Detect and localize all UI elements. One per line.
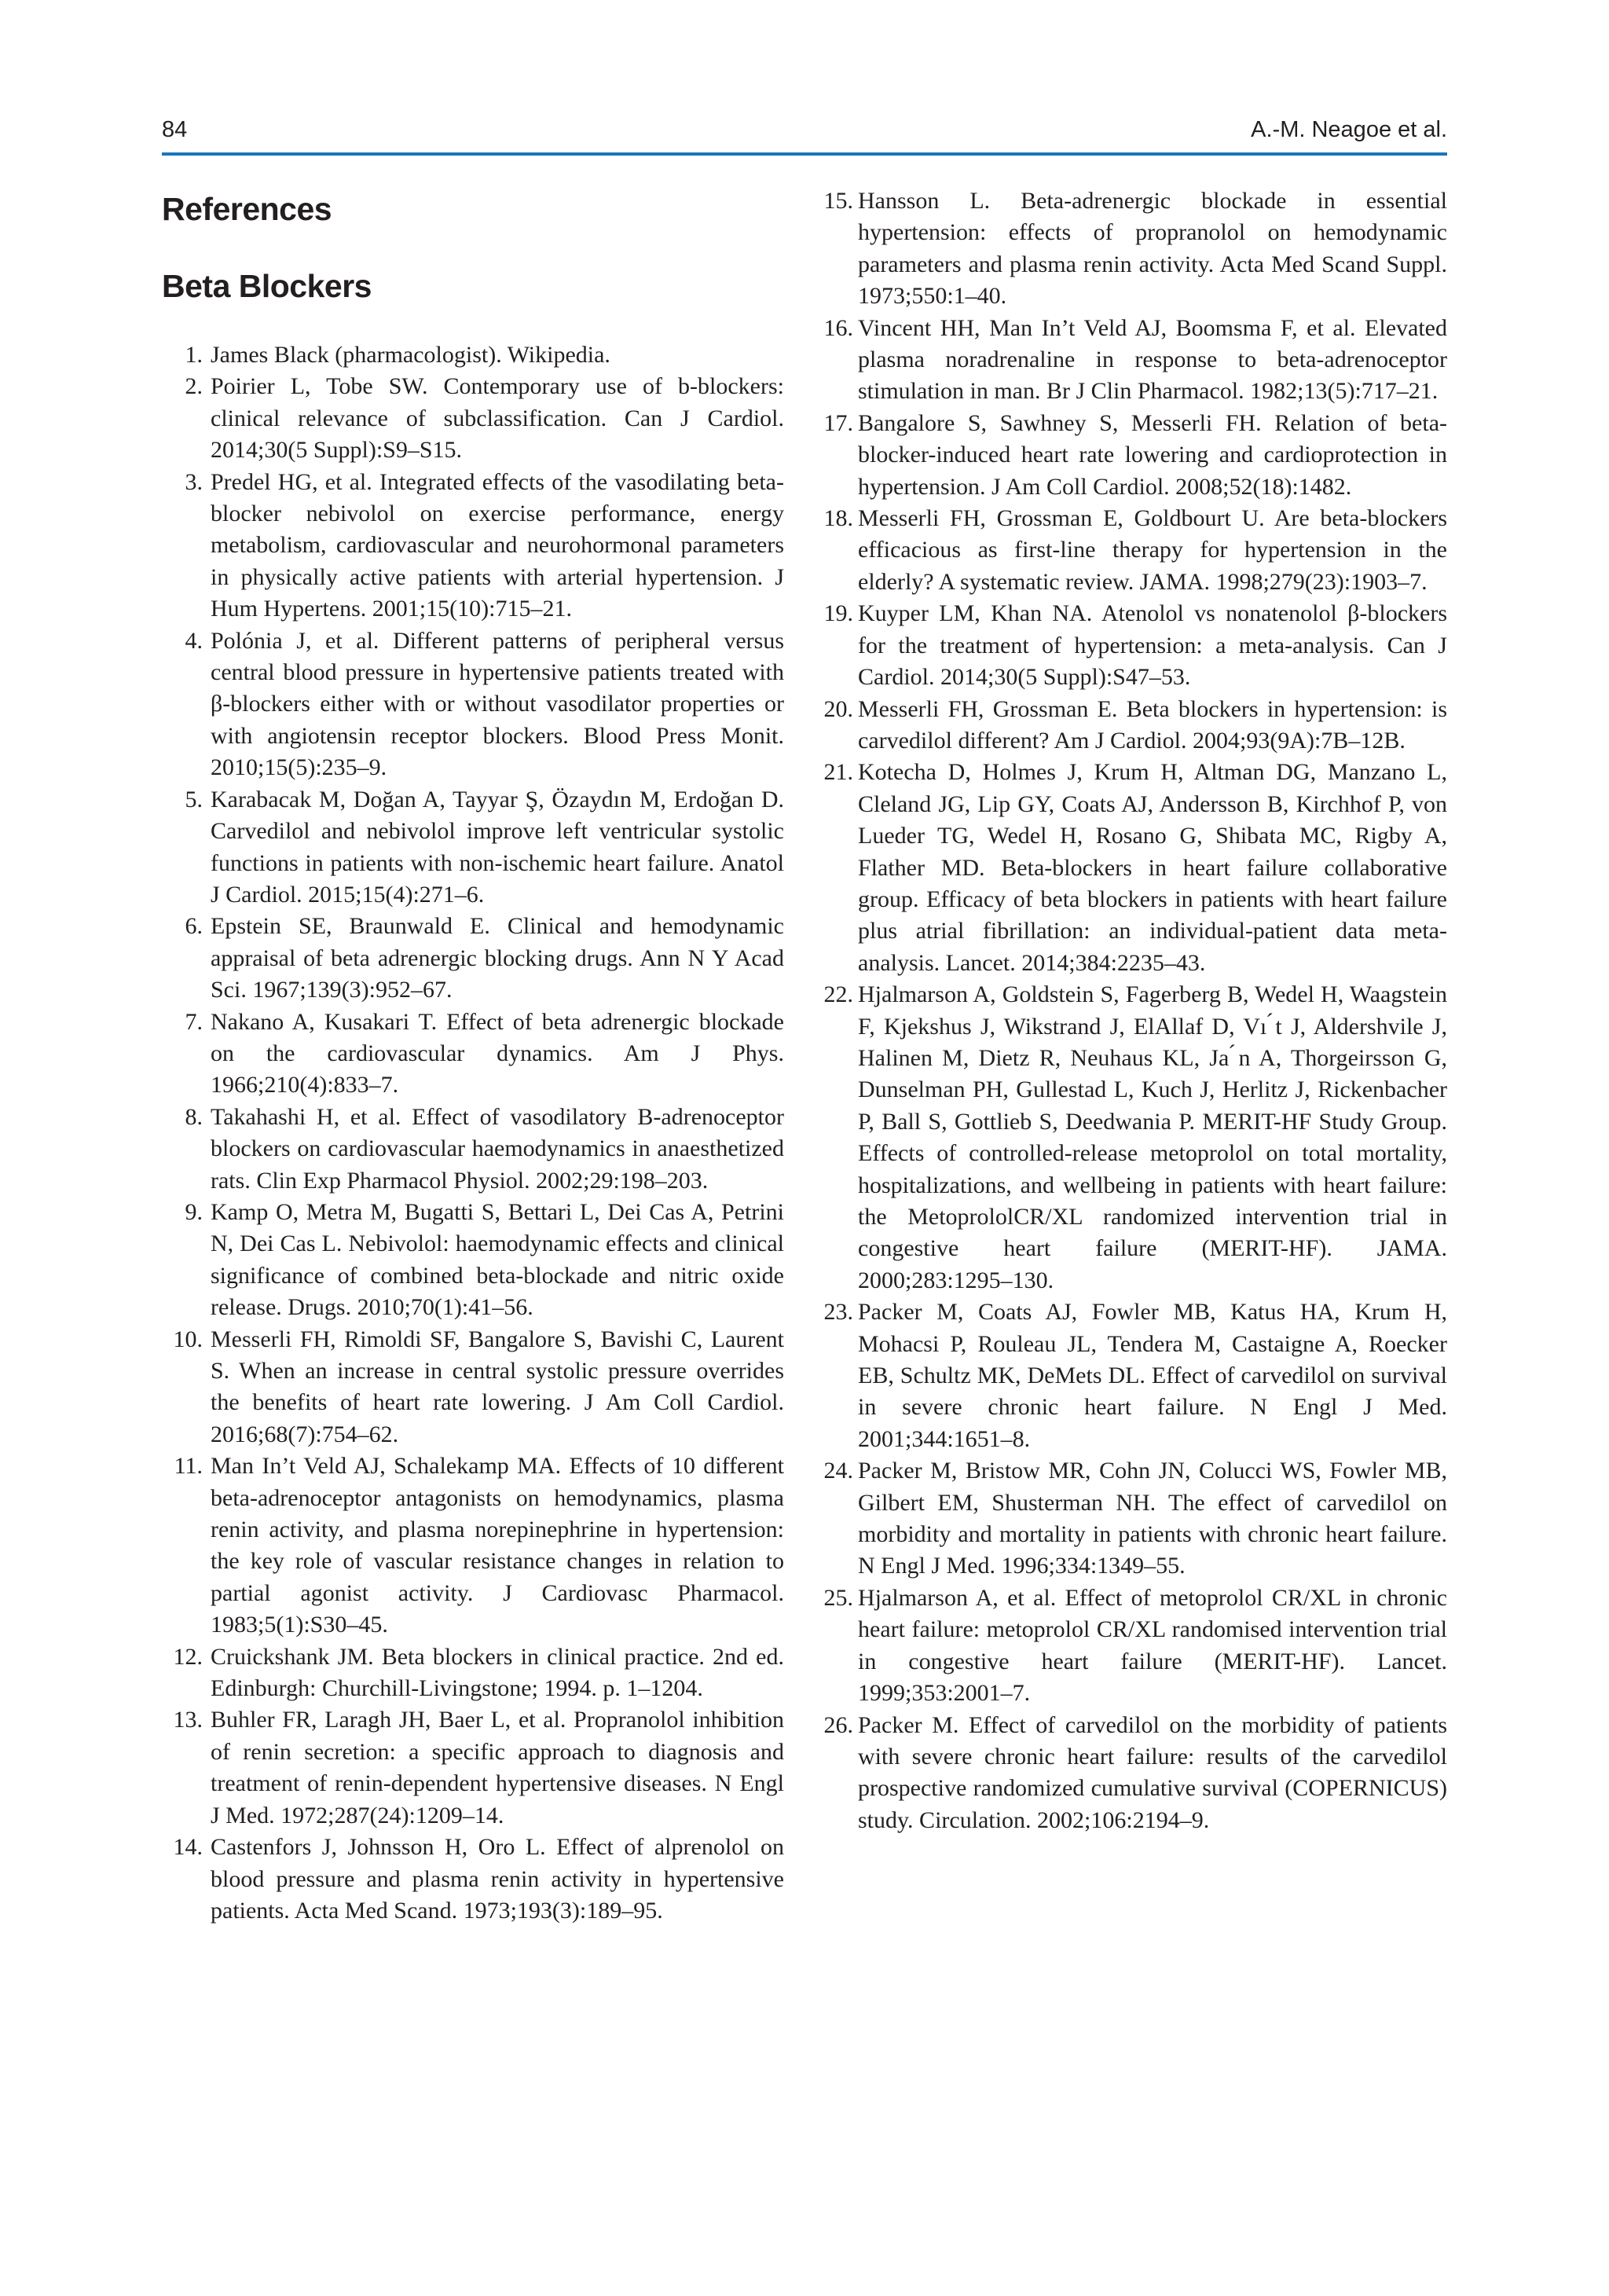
reference-text: Hjalmarson A, Goldstein S, Fagerberg B, Wedel H, Waagstein F, Kjekshus J, Wikstrand J, ElAllaf D, Vı ́t J, Aldershvile J, Halinen M, Dietz R, Neuhaus KL, Ja ́n A, Thorgeirsson G, Dunselman PH, Gullestad L, Kuch J, Herlitz J, Rickenbacher P, Ball S, Gottlieb S, Deedwania P. MERIT-HF Study Group. Effects of controlled-release metoprolol on total mortality, hospitalizations, and wellbeing in patients with heart failure: the MetoprololCR/XL randomized intervention trial in congestive heart failure (MERIT-HF). JAMA. 2000;283:1295–130. — [858, 981, 1447, 1293]
reference-number: 21. — [823, 759, 853, 786]
reference-item — [162, 1102, 784, 1197]
reference-item — [162, 911, 784, 1006]
reference-item — [162, 1704, 784, 1832]
reference-number: 14. — [173, 1834, 203, 1861]
section-heading: Beta Blockers — [162, 268, 372, 304]
reference-text: Nakano A, Kusakari T. Effect of beta adrenergic blockade on the cardiovascular dynamics. Am J Phys. 1966;210(4):833–7. — [211, 1008, 784, 1098]
reference-text: Polónia J, et al. Different patterns of peripheral versus central blood pressure in hypertensive patients treated with β-blockers either with or without vasodilator properties or with angiotensin receptor blockers. Blood Press Monit. 2010;15(5):235–9. — [211, 627, 784, 781]
reference-text: Predel HG, et al. Integrated effects of the vasodilating beta-blocker nebivolol on exercise performance, energy metabolism, cardiovascular and neurohormonal parameters in physically active patients with arterial hypertension. J Hum Hypertens. 2001;15(10):715–21. — [211, 468, 784, 622]
reference-item — [162, 371, 784, 466]
reference-number: 22. — [823, 981, 853, 1008]
reference-item — [820, 1710, 1447, 1837]
reference-number: 13. — [173, 1707, 203, 1733]
reference-number: 1. — [185, 342, 203, 368]
reference-item — [162, 1641, 784, 1705]
reference-text: Poirier L, Tobe SW. Contemporary use of b-blockers: clinical relevance of subclassification. Can J Cardiol. 2014;30(5 Suppl):S9–S15. — [211, 373, 784, 464]
reference-number: 10. — [173, 1326, 203, 1352]
reference-number: 23. — [823, 1299, 853, 1326]
reference-item — [820, 757, 1447, 979]
reference-text: Buhler FR, Laragh JH, Baer L, et al. Propranolol inhibition of renin secretion: a specific approach to diagnosis and treatment of renin-dependent hypertensive diseases. N Engl J Med. 1972;287(24):1209–14. — [211, 1707, 784, 1828]
reference-text: Karabacak M, Doğan A, Tayyar Ş, Özaydın M, Erdoğan D. Carvedilol and nebivolol improve left ventricular systolic functions in patients with non-ischemic heart failure. Anatol J Cardiol. 2015;15(4):271–6. — [211, 786, 784, 908]
reference-item — [162, 625, 784, 784]
reference-number: 15. — [823, 188, 853, 214]
reference-text: Kuyper LM, Khan NA. Atenolol vs nonatenolol β-blockers for the treatment of hypertension: a meta-analysis. Can J Cardiol. 2014;30(5 Suppl):S47–53. — [858, 600, 1447, 691]
reference-number: 20. — [823, 695, 853, 722]
reference-text: Packer M. Effect of carvedilol on the morbidity of patients with severe chronic heart failure: results of the carvedilol prospective randomized cumulative survival (COPERNICUS) study. Circulation. 2002;106:2194–9. — [858, 1711, 1447, 1833]
reference-text: Messerli FH, Grossman E. Beta blockers in hypertension: is carvedilol different? Am J Cardiol. 2004;93(9A):7B–12B. — [858, 695, 1447, 754]
reference-number: 2. — [185, 373, 203, 400]
reference-item — [820, 979, 1447, 1297]
running-head — [162, 112, 1447, 143]
reference-text: Packer M, Bristow MR, Cohn JN, Colucci WS, Fowler MB, Gilbert EM, Shusterman NH. The effect of carvedilol on morbidity and mortality in patients with chronic heart failure. N Engl J Med. 1996;334:1349–55. — [858, 1458, 1447, 1579]
reference-number: 4. — [185, 627, 203, 654]
reference-item — [162, 1324, 784, 1451]
reference-item — [820, 503, 1447, 598]
reference-number: 5. — [185, 786, 203, 812]
reference-text: Messerli FH, Rimoldi SF, Bangalore S, Bavishi C, Laurent S. When an increase in central systolic pressure overrides the benefits of heart rate lowering. J Am Coll Cardiol. 2016;68(7):754–62. — [211, 1326, 784, 1447]
reference-text: Kotecha D, Holmes J, Krum H, Altman DG, Manzano L, Cleland JG, Lip GY, Coats AJ, Andersson B, Kirchhof P, von Lueder TG, Wedel H, Rosano G, Shibata MC, Rigby A, Flather MD. Beta-blockers in heart failure collaborative group. Efficacy of beta blockers in patients with heart failure plus atrial fibrillation: an individual-patient data meta-analysis. Lancet. 2014;384:2235–43. — [858, 759, 1447, 976]
reference-item — [162, 1197, 784, 1324]
reference-number: 7. — [185, 1008, 203, 1035]
header-rule — [162, 152, 1447, 156]
reference-text: Man In’t Veld AJ, Schalekamp MA. Effects of 10 different beta-adrenoceptor antagonists on hemodynamics, plasma renin activity, and plasma norepinephrine in hypertension: the key role of vascular resistance changes in relation to partial agonist activity. J Cardiovasc Pharmacol. 1983;5(1):S30–45. — [211, 1453, 784, 1638]
reference-list-left — [162, 339, 784, 1927]
reference-item — [162, 1007, 784, 1102]
reference-item — [820, 408, 1447, 503]
left-column — [162, 185, 784, 1927]
reference-text: Hansson L. Beta-adrenergic blockade in essential hypertension: effects of propranolol on hemodynamic parameters and plasma renin activity. Acta Med Scand Suppl. 1973;550:1–40. — [858, 188, 1447, 310]
reference-item — [820, 1455, 1447, 1583]
reference-number: 6. — [185, 913, 203, 940]
reference-item — [162, 1832, 784, 1927]
reference-item — [162, 339, 784, 371]
reference-item — [162, 1451, 784, 1641]
reference-item — [820, 1583, 1447, 1710]
reference-item — [820, 598, 1447, 693]
reference-text: Cruickshank JM. Beta blockers in clinical practice. 2nd ed. Edinburgh: Churchill-Livingstone; 1994. p. 1–1204. — [211, 1643, 784, 1702]
reference-item — [820, 1297, 1447, 1455]
reference-item — [162, 467, 784, 625]
reference-text: Epstein SE, Braunwald E. Clinical and hemodynamic appraisal of beta adrenergic blocking drugs. Ann N Y Acad Sci. 1967;139(3):952–67. — [211, 913, 784, 1003]
reference-number: 12. — [173, 1643, 203, 1670]
reference-text: Bangalore S, Sawhney S, Messerli FH. Relation of beta-blocker-induced heart rate lowering and cardioprotection in hypertension. J Am Coll Cardiol. 2008;52(18):1482. — [858, 409, 1447, 500]
reference-number: 3. — [185, 468, 203, 495]
reference-text: Hjalmarson A, et al. Effect of metoprolol CR/XL in chronic heart failure: metoprolol CR/XL randomised intervention trial in congestive heart failure (MERIT-HF). Lancet. 1999;353:2001–7. — [858, 1584, 1447, 1707]
reference-item — [820, 185, 1447, 313]
reference-text: Takahashi H, et al. Effect of vasodilatory B-adrenoceptor blockers on cardiovascular haemodynamics in anaesthetized rats. Clin Exp Pharmacol Physiol. 2002;29:198–203. — [211, 1103, 784, 1194]
reference-text: Kamp O, Metra M, Bugatti S, Bettari L, Dei Cas A, Petrini N, Dei Cas L. Nebivolol: haemodynamic effects and clinical significance of combined beta-blockade and nitric oxide release. Drugs. 2010;70(1):41–56. — [211, 1198, 784, 1321]
reference-text: Messerli FH, Grossman E, Goldbourt U. Are beta-blockers efficacious as first-line therapy for hypertension in the elderly? A systematic review. JAMA. 1998;279(23):1903–7. — [858, 505, 1447, 595]
reference-list-right — [820, 185, 1447, 1836]
reference-item — [820, 313, 1447, 408]
reference-item — [162, 784, 784, 911]
right-column — [820, 185, 1447, 1836]
reference-number: 16. — [823, 314, 853, 341]
running-head-authors: A.-M. Neagoe et al. — [1251, 117, 1447, 142]
reference-text: Castenfors J, Johnsson H, Oro L. Effect of alprenolol on blood pressure and plasma renin activity in hypertensive patients. Acta Med Scand. 1973;193(3):189–95. — [211, 1834, 784, 1924]
reference-number: 25. — [823, 1584, 853, 1611]
reference-number: 8. — [185, 1103, 203, 1130]
reference-number: 19. — [823, 600, 853, 627]
reference-number: 17. — [823, 409, 853, 436]
references-heading: References — [162, 191, 332, 227]
reference-number: 18. — [823, 505, 853, 532]
reference-item — [820, 694, 1447, 757]
reference-number: 11. — [174, 1453, 203, 1480]
reference-text: Packer M, Coats AJ, Fowler MB, Katus HA, Krum H, Mohacsi P, Rouleau JL, Tendera M, Castaigne A, Roecker EB, Schultz MK, DeMets DL. Effect of carvedilol on survival in severe chronic heart failure. N Engl J Med. 2001;344:1651–8. — [858, 1299, 1447, 1452]
reference-text: Vincent HH, Man In’t Veld AJ, Boomsma F, et al. Elevated plasma noradrenaline in response to beta-adrenoceptor stimulation in man. Br J Clin Pharmacol. 1982;13(5):717–21. — [858, 314, 1447, 405]
reference-number: 26. — [823, 1711, 853, 1738]
page-number: 84 — [162, 117, 188, 142]
reference-number: 24. — [823, 1458, 853, 1484]
reference-number: 9. — [185, 1198, 203, 1225]
reference-text: James Black (pharmacologist). Wikipedia. — [211, 342, 610, 368]
